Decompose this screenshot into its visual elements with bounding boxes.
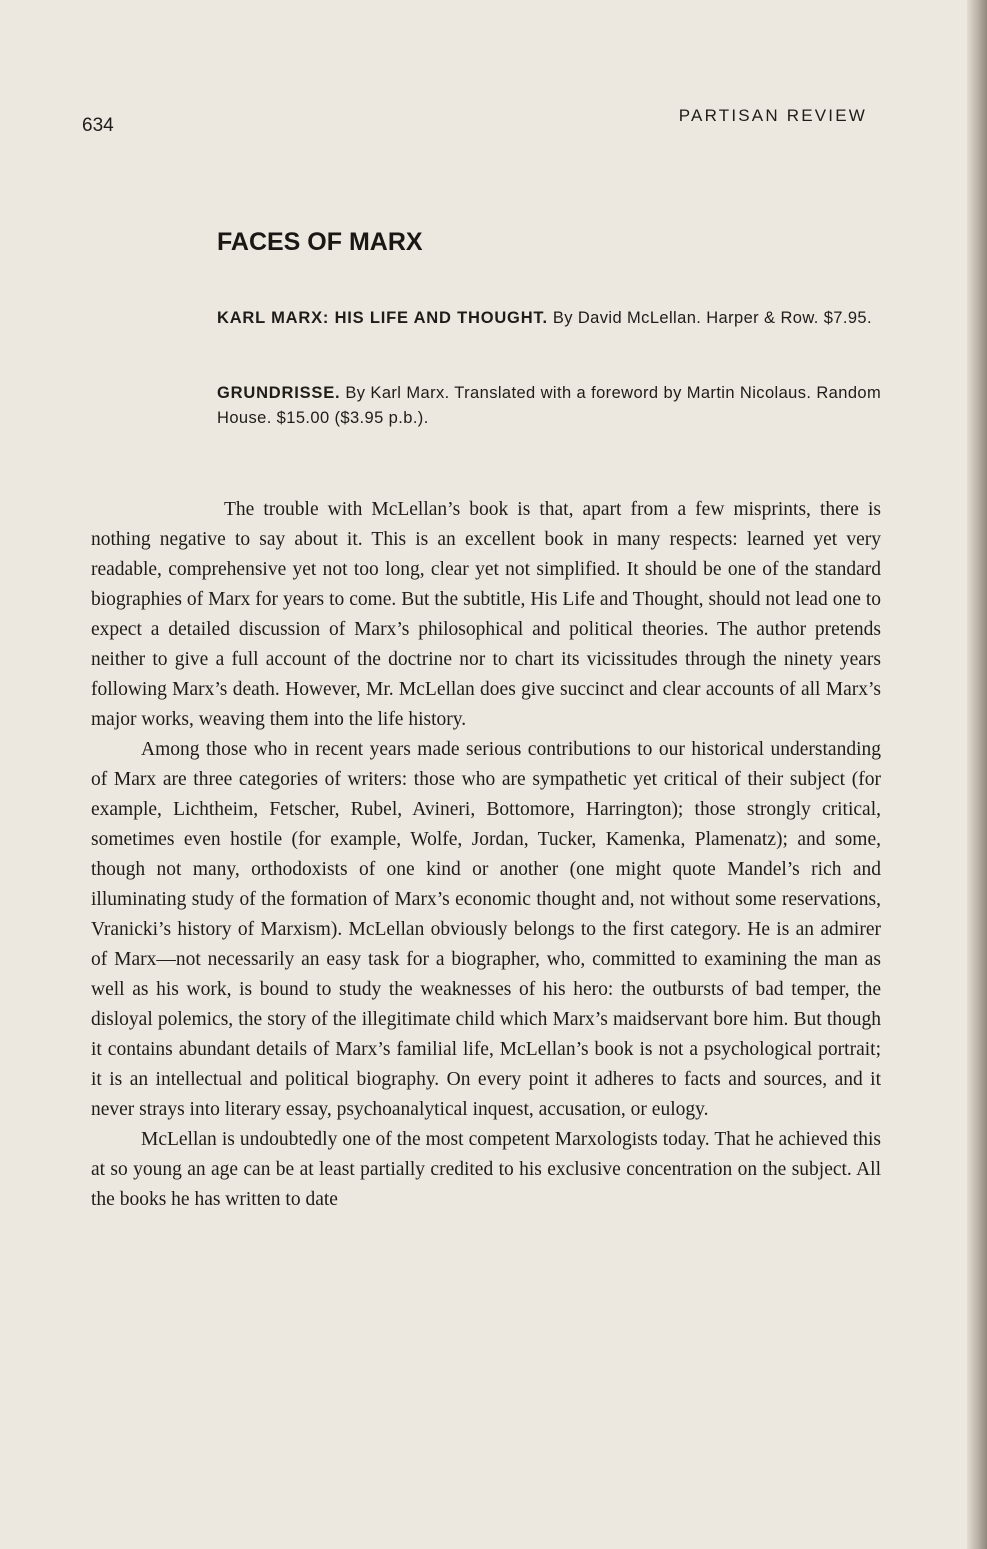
- article-title: FACES OF MARX: [217, 228, 423, 256]
- book-title: GRUNDRISSE.: [217, 384, 341, 402]
- book-title: KARL MARX: HIS LIFE AND THOUGHT.: [217, 309, 548, 327]
- body-paragraph: Among those who in recent years made serious contributions to our historical understanding of Marx are three categories of writers: those who are sympathetic yet critical of their subject (for example, Lichtheim, Fetscher, Rubel, Avineri, Bottomore, Harrington); those strongly critical, sometimes even hostile (for example, Wolfe, Jordan, Tucker, Kamenka, Plamenatz); and some, though not many, orthodoxists of one kind or another (one might quote Mandel’s rich and illuminating study of the formation of Marx’s economic thought and, not without some reservations, Vranicki’s history of Marxism). McLellan obviously belongs to the first category. He is an admirer of Marx—not necessarily an easy task for a biographer, who, committed to examining the man as well as his work, is bound to study the weaknesses of his hero: the outbursts of bad temper, the disloyal polemics, the story of the illegitimate child which Marx’s maidservant bore him. But though it contains abundant details of Marx’s familial life, McLellan’s book is not a psychological portrait; it is an intellectual and political biography. On every point it adheres to facts and sources, and it never strays into literary essay, psychoanalytical inquest, accusation, or eulogy.: [91, 739, 881, 1120]
- page-number: 634: [82, 115, 114, 136]
- book-details: By Karl Marx. Translated with a foreword by Martin Nicolaus. Random House. $15.00 ($3.95 p.b.).: [217, 384, 882, 427]
- page-gutter-edge: [967, 0, 987, 1549]
- page-header: [0, 103, 967, 136]
- article-body: [91, 495, 881, 1215]
- body-paragraph: The trouble with McLellan’s book is that, apart from a few misprints, there is nothing negative to say about it. This is an excellent book in many respects: learned yet very readable, comprehensive yet not too long, clear yet not simplified. It should be one of the standard biographies of Marx for years to come. But the subtitle, His Life and Thought, should not lead one to expect a detailed discussion of Marx’s philosophical and political theories. The author pretends neither to give a full account of the doctrine nor to chart its vicissitudes through the ninety years following Marx’s death. However, Mr. McLellan does give succinct and clear accounts of all Marx’s major works, weaving them into the life history.: [91, 499, 881, 730]
- reviewed-book-entry: [217, 306, 887, 331]
- running-head: PARTISAN REVIEW: [678, 106, 867, 125]
- body-paragraph: McLellan is undoubtedly one of the most competent Marxologists today. That he achieved this at so young an age can be at least partially credited to his exclusive concentration on the subject. All the books he has written to date: [91, 1129, 881, 1210]
- book-details: By David McLellan. Harper & Row. $7.95.: [552, 309, 872, 327]
- reviewed-book-entry: [217, 381, 887, 431]
